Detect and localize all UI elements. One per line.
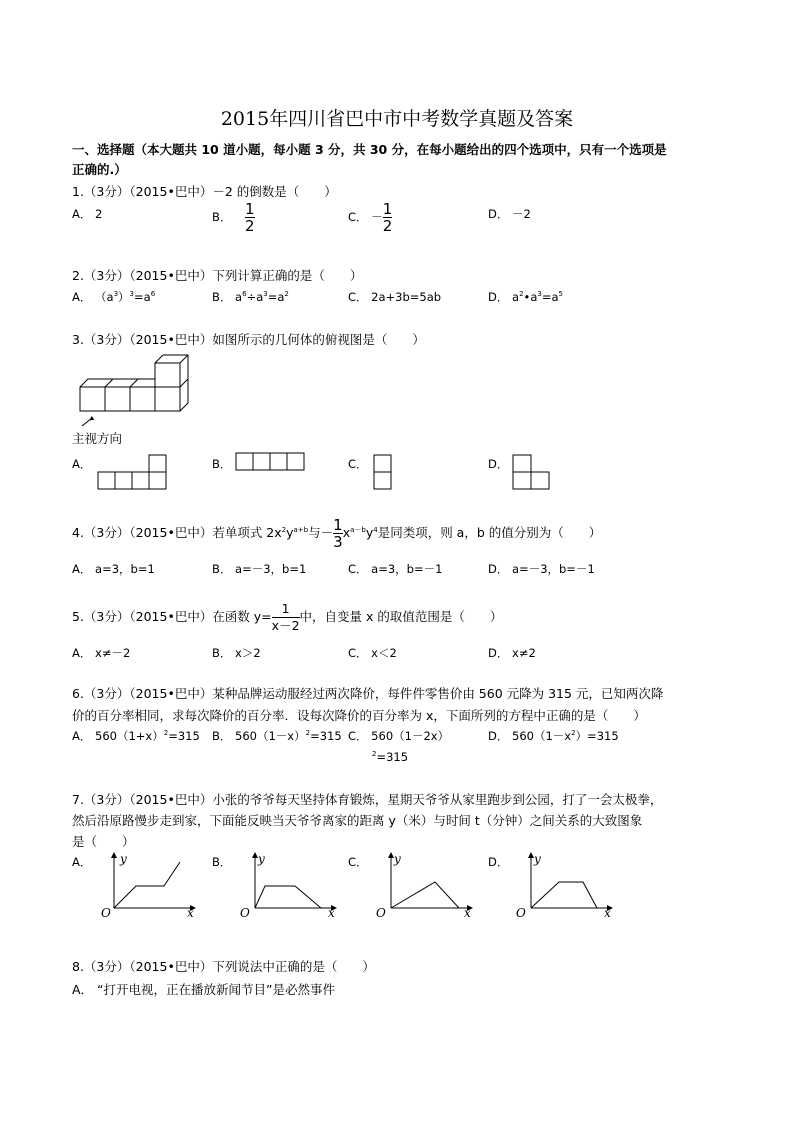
q3-option-a[interactable]: A． <box>72 457 92 471</box>
q7-option-a[interactable]: A． <box>72 855 92 869</box>
q6-option-a[interactable]: A． $560(1+x)^2=315$ <box>72 729 200 743</box>
q3-solid-figure <box>72 350 202 430</box>
page-title: 2015年四川省巴中市中考数学真题及答案 <box>220 108 574 130</box>
q8-stem: 8.（3分）（2015•巴中）下列说法中正确的是（ ） <box>72 959 375 974</box>
q7-d-origin: O <box>516 906 526 920</box>
q2-option-d[interactable]: D． $a^2•a^3=a^5$ <box>488 290 563 304</box>
q7-stem-line1: 7.（3分）（2015•巴中）小张的爷爷每天坚持体育锻炼，星期天爷爷从家里跑步到公园，打了一会太极拳， <box>72 792 663 807</box>
q5-option-d[interactable]: D． x≠2 <box>488 646 536 660</box>
q7-stem-line2: 然后沿原路慢步走到家，下面能反映当天爷爷离家的距离 y（米）与时间 t（分钟）之间关系的大致图象 <box>72 813 643 828</box>
q7-a-y-label: y <box>120 852 127 866</box>
q1-option-c[interactable]: C． － $\frac{1}{2}$ <box>348 200 393 235</box>
q7-c-origin: O <box>376 906 386 920</box>
q4-fraction: $\frac{1}{3}$ <box>333 516 343 551</box>
q6-option-c[interactable]: C． 560（1－2x） <box>348 729 450 743</box>
q6-stem-line2: 价的百分率相同，求每次降价的百分率．设每次降价的百分率为 x，下面所列的方程中正确的是（ ） <box>72 708 646 723</box>
q5-fraction: $\frac{1}{x-2}$ <box>271 601 300 633</box>
q7-d-x-label: x <box>604 906 611 920</box>
q7-c-y-label: y <box>394 852 401 866</box>
q7-graph-a <box>96 852 200 926</box>
q1-option-d[interactable]: D． －2 <box>488 207 531 221</box>
q7-graph-b <box>237 852 341 926</box>
q3-stem: 3.（3分）（2015•巴中）如图所示的几何体的俯视图是（ ） <box>72 332 425 347</box>
q6-option-b[interactable]: B． $560(1-x)^2=315$ <box>212 729 342 743</box>
q2-option-c[interactable]: C． 2a+3b=5ab <box>348 290 442 304</box>
q5-option-c[interactable]: C． x＜2 <box>348 646 397 660</box>
q7-option-c[interactable]: C． <box>348 855 368 869</box>
q3-option-c[interactable]: C． <box>348 457 368 471</box>
q7-b-x-label: x <box>328 906 335 920</box>
q7-c-x-label: x <box>464 906 471 920</box>
q7-b-y-label: y <box>258 852 265 866</box>
q4-option-c[interactable]: C． a=3，b=－1 <box>348 562 443 576</box>
section-heading-cont: 正确的.） <box>72 162 127 177</box>
q6-option-d[interactable]: D． $560(1-x^2)=315$ <box>488 729 619 743</box>
q2-option-b[interactable]: B． $a^6\div a^3=a^2$ <box>212 290 289 304</box>
q7-option-b[interactable]: B． <box>212 855 232 869</box>
q4-stem: 4.（3分）（2015•巴中）若单项式 $2x^2y^{a+b}$与－ $\frac{1}{3}$ $x^{a-b}y^4$是同类项，则 a，b 的值分别为（ ） <box>72 516 602 551</box>
q2-stem: 2.（3分）（2015•巴中）下列计算正确的是（ ） <box>72 268 363 283</box>
q7-graph-d <box>513 852 617 926</box>
q1-option-b[interactable]: B． $\frac{1}{2}$ <box>212 200 255 235</box>
q3-option-b[interactable]: B． <box>212 457 232 471</box>
q3-option-d[interactable]: D． <box>488 457 509 471</box>
q1-b-fraction: $\frac{1}{2}$ <box>245 200 255 235</box>
section-heading: 一、选择题（本大题共 10 道小题，每小题 3 分，共 30 分，在每小题给出的四个选项中，只有一个选项是 <box>72 142 667 157</box>
q7-b-origin: O <box>240 906 250 920</box>
q2-option-a[interactable]: A． $(a^3)^3=a^6$ <box>72 290 156 304</box>
q7-a-origin: O <box>101 906 111 920</box>
q7-graph-c <box>373 852 477 926</box>
q7-option-d[interactable]: D． <box>488 855 509 869</box>
q4-option-b[interactable]: B． a=－3，b=1 <box>212 562 307 576</box>
q3-view-direction-label: 主视方向 <box>72 431 123 446</box>
q3-option-b-figure <box>235 452 307 472</box>
q3-option-c-figure <box>373 454 393 490</box>
q4-option-a[interactable]: A． a=3，b=1 <box>72 562 155 576</box>
q7-stem-line3: 是（ ） <box>72 834 135 849</box>
q1-stem: 1.（3分）（2015•巴中）－2 的倒数是（ ） <box>72 184 337 199</box>
q8-option-a[interactable]: A． “打开电视，正在播放新闻节目”是必然事件 <box>72 982 335 997</box>
q4-option-d[interactable]: D． a=－3，b=－1 <box>488 562 595 576</box>
q5-option-a[interactable]: A． x≠－2 <box>72 646 131 660</box>
q7-a-x-label: x <box>187 906 194 920</box>
q1-c-fraction: $\frac{1}{2}$ <box>382 200 393 235</box>
q6-stem-line1: 6.（3分）（2015•巴中）某种品牌运动服经过两次降价，每件件零售价由 560 元降为 315 元，已知两次降 <box>72 686 664 701</box>
q6-option-c-cont: $^2$=315 <box>372 750 409 764</box>
q5-option-b[interactable]: B． x＞2 <box>212 646 261 660</box>
q3-option-d-figure <box>512 454 552 490</box>
q7-d-y-label: y <box>534 852 541 866</box>
q5-stem: 5.（3分）（2015•巴中）在函数 y= $\frac{1}{x-2}$ 中，自变量 x 的取值范围是（ ） <box>72 601 503 633</box>
q3-option-a-figure <box>97 454 167 490</box>
q1-option-a[interactable]: A． 2 <box>72 207 103 221</box>
